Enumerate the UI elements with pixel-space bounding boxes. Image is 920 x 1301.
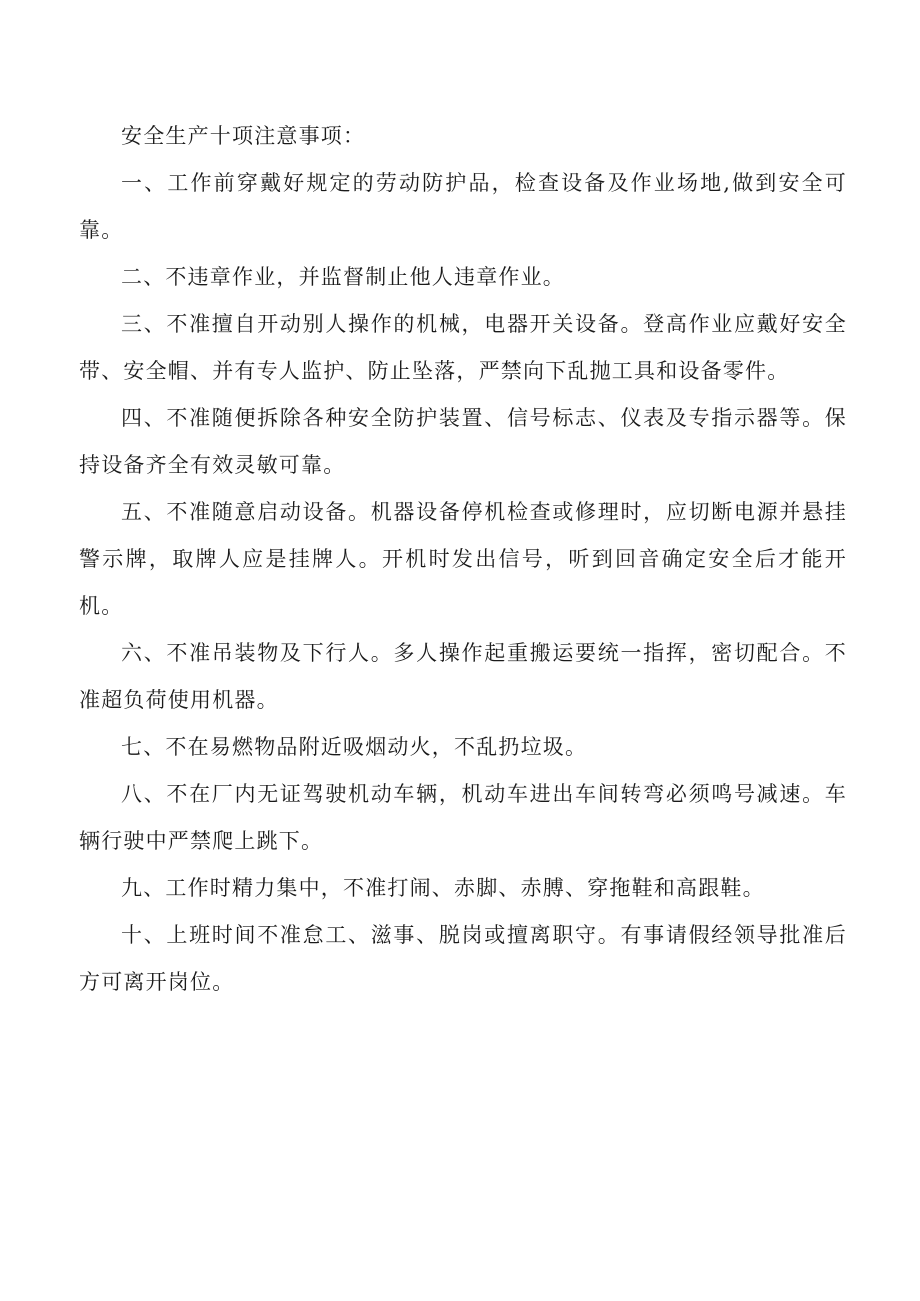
rule-item-9: 九、工作时精力集中，不准打闹、赤脚、赤膊、穿拖鞋和高跟鞋。 xyxy=(121,876,765,900)
rule-item-6: 六、不准吊装物及下行人。多人操作起重搬运要统一指挥，密切配合。不准超负荷使用机器。 xyxy=(79,641,847,712)
rule-item-8: 八、不在厂内无证驾驶机动车辆，机动车进出车间转弯必须鸣号减速。车辆行驶中严禁爬上跳下。 xyxy=(79,782,847,853)
document-title: 安全生产十项注意事项： xyxy=(121,124,366,148)
rule-item-3: 三、不准擅自开动别人操作的机械，电器开关设备。登高作业应戴好安全带、安全帽、并有专人监护、防止坠落，严禁向下乱抛工具和设备零件。 xyxy=(79,312,847,383)
rule-item-1: 一、工作前穿戴好规定的劳动防护品，检查设备及作业场地,做到安全可靠。 xyxy=(79,171,847,242)
rule-item-10: 十、上班时间不准怠工、滋事、脱岗或擅离职守。有事请假经领导批准后方可离开岗位。 xyxy=(79,923,847,994)
rule-item-5: 五、不准随意启动设备。机器设备停机检查或修理时，应切断电源并悬挂警示牌，取牌人应是挂牌人。开机时发出信号，听到回音确定安全后才能开机。 xyxy=(79,500,847,618)
rule-item-2: 二、不违章作业，并监督制止他人违章作业。 xyxy=(121,265,565,289)
document-body xyxy=(79,113,847,1006)
rule-item-4: 四、不准随便拆除各种安全防护装置、信号标志、仪表及专指示器等。保持设备齐全有效灵敏可靠。 xyxy=(79,406,847,477)
rule-item-7: 七、不在易燃物品附近吸烟动火，不乱扔垃圾。 xyxy=(121,735,588,759)
